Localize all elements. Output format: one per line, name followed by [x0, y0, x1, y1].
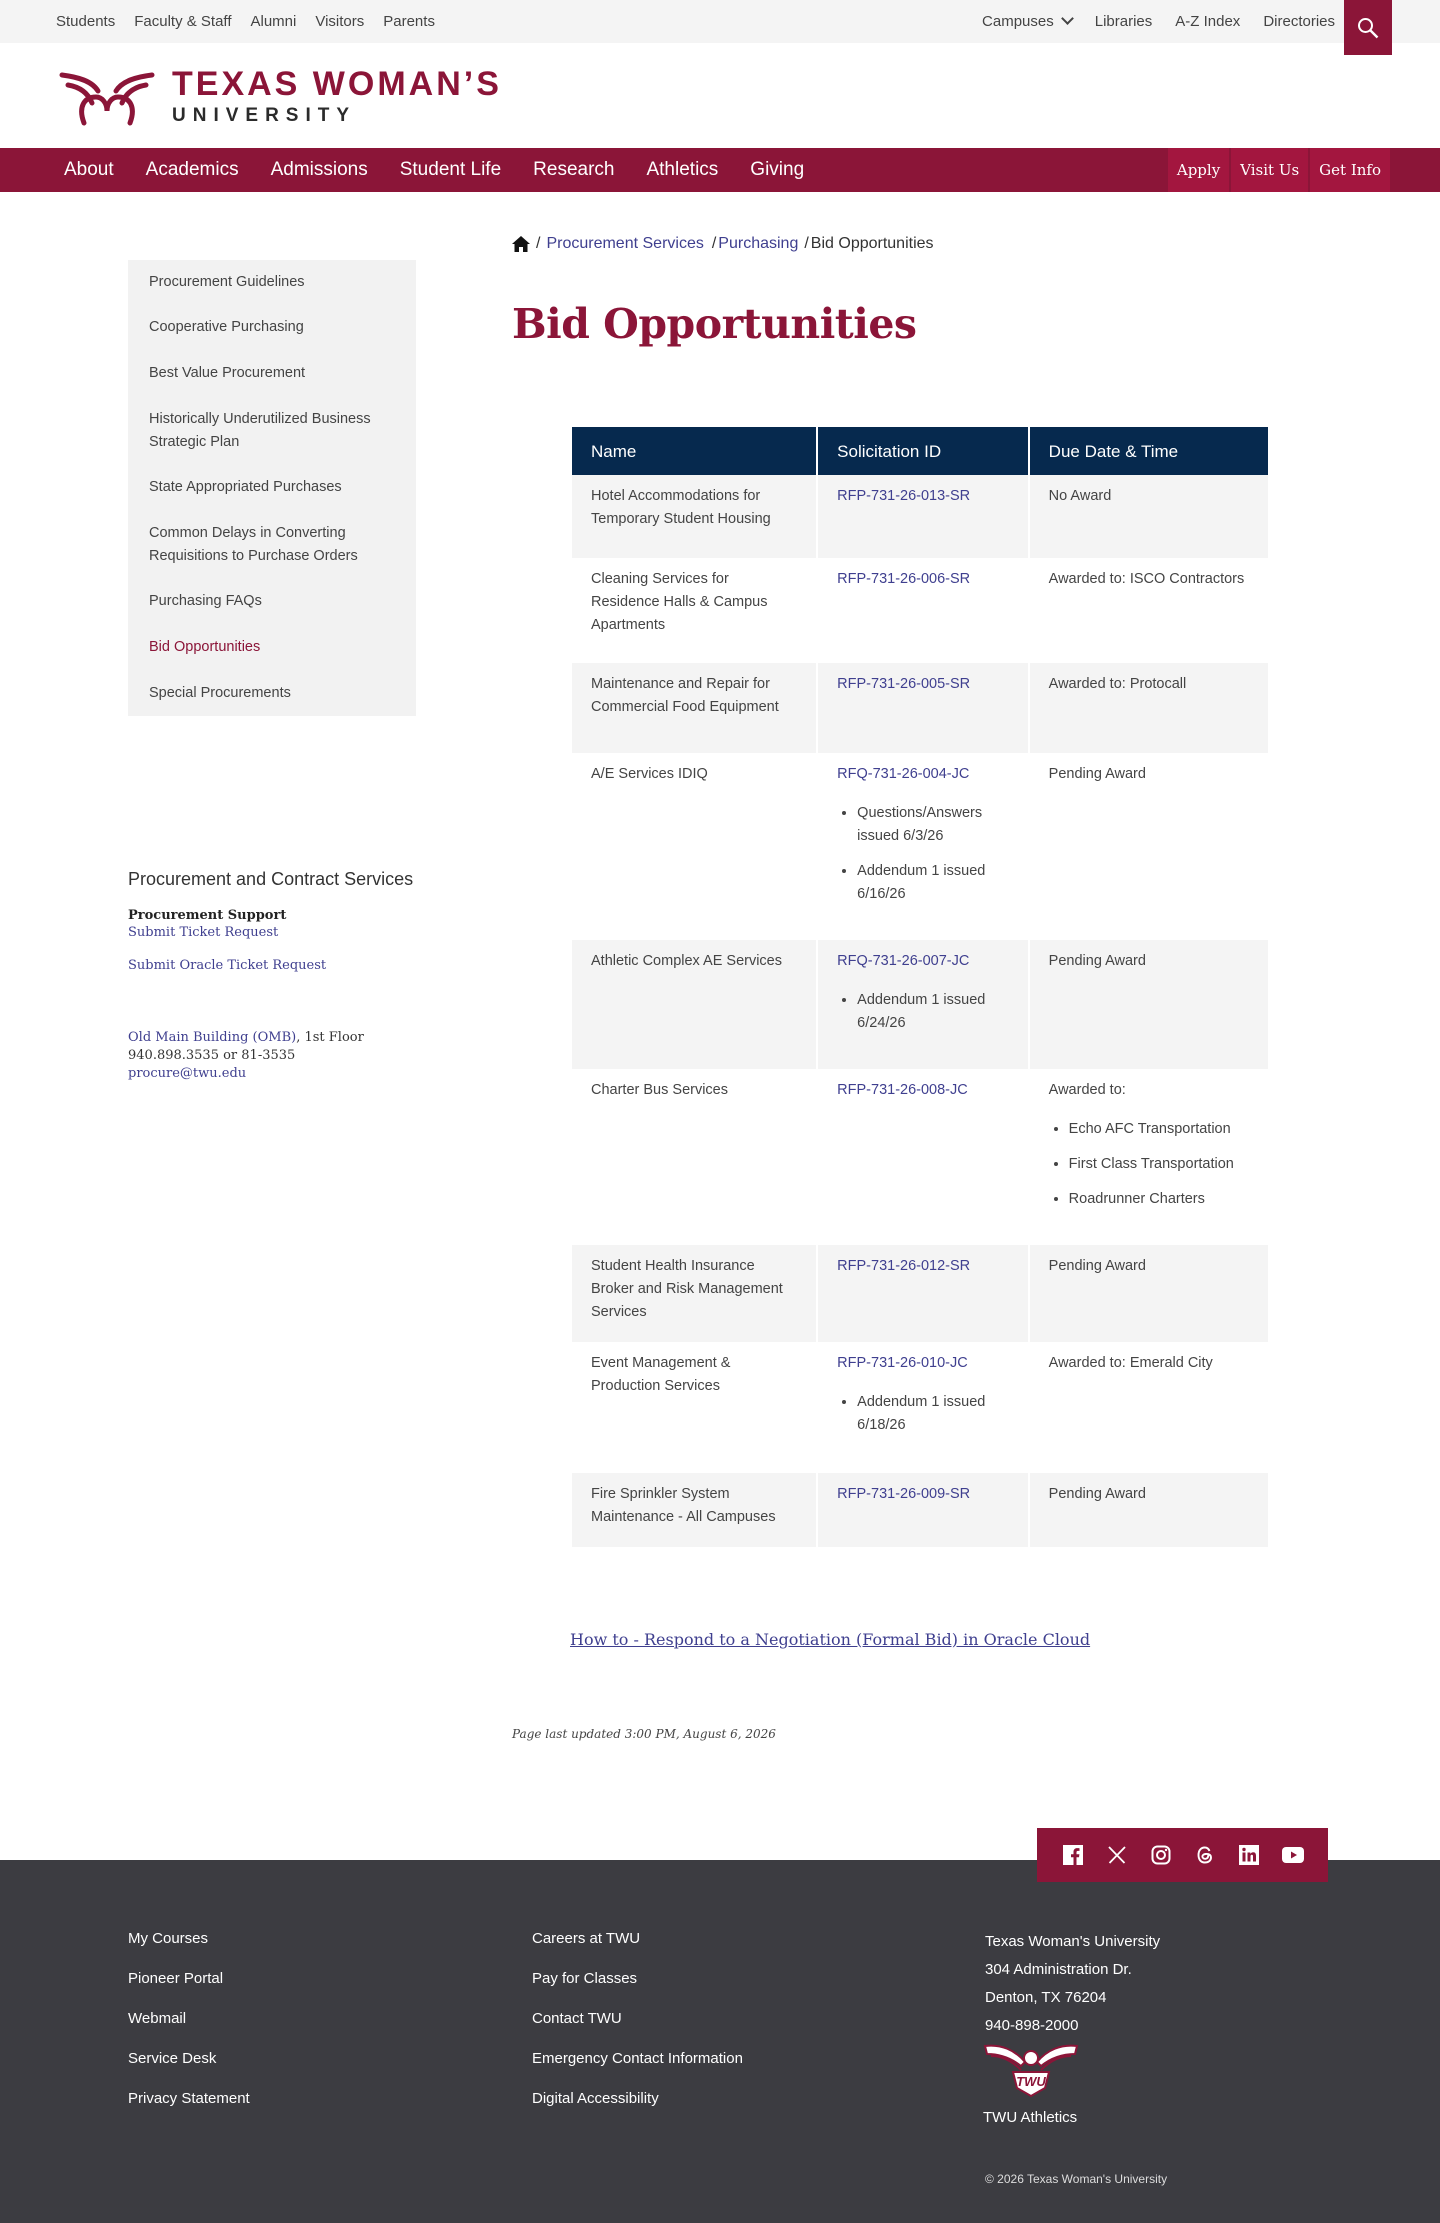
award-status: Awarded to: Protocall	[1048, 676, 1187, 692]
footer-links-col2	[532, 1928, 743, 2128]
solicitation-link[interactable]: RFP-731-26-013-SR	[837, 488, 971, 504]
nav-item-about[interactable]: About	[64, 159, 114, 180]
campuses-dropdown[interactable]	[982, 13, 1072, 30]
solicitation-link[interactable]: RFP-731-26-005-SR	[837, 676, 971, 692]
sidebar-item-special-procurements[interactable]: Special Procurements	[149, 685, 291, 701]
search-icon	[1357, 17, 1379, 39]
table-row	[572, 753, 1268, 940]
nav-item-academics[interactable]: Academics	[145, 159, 239, 180]
bid-name-cell: Student Health Insurance Broker and Risk Management Services	[572, 1245, 816, 1342]
awardee-item: • First Class Transportation	[1069, 1153, 1248, 1176]
solicitation-link[interactable]: RFQ-731-26-004-JC	[837, 766, 970, 782]
utility-link-az-index[interactable]: A-Z Index	[1175, 13, 1241, 30]
solicitation-link[interactable]: RFP-731-26-008-JC	[837, 1082, 968, 1098]
breadcrumb	[512, 235, 934, 253]
solicitation-link[interactable]: RFQ-731-26-007-JC	[837, 953, 970, 969]
addenda-list	[837, 989, 1008, 1035]
sidebar-item-purchasing-faqs[interactable]: Purchasing FAQs	[149, 593, 262, 609]
footer-links-col1	[128, 1928, 250, 2128]
apply-button[interactable]: Apply	[1166, 148, 1229, 192]
table-body	[572, 475, 1268, 1547]
twu-logo[interactable]	[58, 64, 502, 129]
submit-oracle-ticket-link[interactable]: Submit Oracle Ticket Request	[128, 958, 327, 973]
table-row	[572, 663, 1268, 753]
solicitation-link[interactable]: RFP-731-26-009-SR	[837, 1486, 971, 1502]
solicitation-id-cell	[818, 475, 1028, 558]
copyright: © 2026 Texas Woman's University	[985, 2172, 1168, 2186]
footer-link-pay-for-classes[interactable]: Pay for Classes	[532, 1970, 638, 1987]
solicitation-id-cell	[818, 1069, 1028, 1245]
table-row	[572, 558, 1268, 663]
due-date-status-cell	[1030, 753, 1268, 940]
sidebar-item-best-value-procurement[interactable]: Best Value Procurement	[149, 365, 306, 381]
column-header-name: Name	[572, 427, 816, 475]
footer-city: Denton, TX 76204	[985, 1989, 1107, 2006]
nav-item-giving[interactable]: Giving	[750, 159, 805, 180]
solicitation-id-cell	[818, 1473, 1028, 1547]
nav-item-student-life[interactable]: Student Life	[399, 159, 502, 180]
addenda-list	[837, 802, 1008, 906]
footer-street: 304 Administration Dr.	[985, 1961, 1132, 1978]
addendum-item: • Questions/Answers issued 6/3/26	[857, 802, 1008, 848]
footer-link-my-courses[interactable]: My Courses	[128, 1930, 209, 1947]
contact-block	[128, 868, 428, 1081]
footer-link-contact-twu[interactable]: Contact TWU	[532, 2010, 622, 2027]
main-nav	[0, 148, 1440, 192]
due-date-status-cell	[1030, 663, 1268, 753]
utility-link-parents[interactable]: Parents	[383, 13, 435, 30]
breadcrumb-procurement-services[interactable]: Procurement Services	[546, 235, 704, 252]
table-row	[572, 940, 1268, 1069]
floor-text: , 1st Floor	[296, 1030, 364, 1045]
footer-phone: 940-898-2000	[985, 2017, 1079, 2034]
table-row	[572, 1069, 1268, 1245]
solicitation-id-cell	[818, 1342, 1028, 1473]
bid-name-cell: Fire Sprinkler System Maintenance - All Campuses	[572, 1473, 816, 1547]
instagram-icon[interactable]	[1150, 1844, 1172, 1866]
submit-ticket-link[interactable]: Submit Ticket Request	[128, 925, 279, 940]
solicitation-id-cell	[818, 1245, 1028, 1342]
award-status: No Award	[1048, 488, 1112, 504]
utility-right-links	[982, 0, 1335, 43]
svg-text:TWU: TWU	[1016, 2074, 1046, 2089]
table-row	[572, 1342, 1268, 1473]
award-status: Awarded to:	[1048, 1082, 1126, 1098]
award-status: Awarded to: Emerald City	[1048, 1355, 1213, 1371]
breadcrumb-current: Bid Opportunities	[810, 235, 934, 252]
addenda-list	[837, 1391, 1008, 1437]
bid-name-cell: Hotel Accommodations for Temporary Student Housing	[572, 475, 816, 558]
nav-item-athletics[interactable]: Athletics	[646, 159, 719, 180]
due-date-status-cell	[1030, 475, 1268, 558]
sidebar-item-state-appropriated-purchases[interactable]: State Appropriated Purchases	[149, 479, 342, 495]
footer-link-digital-accessibility[interactable]: Digital Accessibility	[532, 2090, 659, 2107]
utility-bar	[0, 0, 1440, 43]
youtube-icon[interactable]	[1282, 1844, 1304, 1866]
chevron-down-icon	[1061, 12, 1074, 25]
audience-links	[56, 0, 435, 43]
footer-link-emergency-contact[interactable]: Emergency Contact Information	[532, 2050, 743, 2067]
due-date-status-cell	[1030, 1245, 1268, 1342]
sidebar-item-procurement-guidelines[interactable]: Procurement Guidelines	[149, 274, 305, 290]
table-row	[572, 1473, 1268, 1547]
due-date-status-cell	[1030, 1473, 1268, 1547]
social-bar	[1037, 1828, 1328, 1882]
page-last-updated: Page last updated 3:00 PM, August 6, 2026	[512, 1727, 776, 1741]
oracle-bid-howto-link[interactable]: How to - Respond to a Negotiation (Formal Bid) in Oracle Cloud	[570, 1630, 1091, 1649]
bid-name-cell: Athletic Complex AE Services	[572, 940, 816, 1069]
utility-link-alumni[interactable]: Alumni	[250, 13, 297, 30]
home-icon[interactable]	[512, 236, 530, 252]
search-button[interactable]	[1344, 0, 1392, 55]
procurement-support-label: Procurement Support	[128, 908, 287, 923]
addendum-item: • Addendum 1 issued 6/16/26	[857, 860, 1008, 906]
bid-name-cell: Event Management & Production Services	[591, 1355, 731, 1394]
table-row	[572, 475, 1268, 558]
contact-email-link[interactable]: procure@twu.edu	[128, 1066, 247, 1081]
solicitation-id-cell	[818, 940, 1028, 1069]
breadcrumb-separator: /	[711, 235, 717, 252]
addendum-item: • Addendum 1 issued 6/18/26	[857, 1391, 1008, 1437]
footer-university-name: Texas Woman's University	[985, 1933, 1161, 1950]
due-date-status-cell	[1030, 558, 1268, 663]
twu-wings-logo-icon	[58, 67, 156, 127]
breadcrumb-separator: /	[804, 235, 809, 252]
bid-opportunities-table	[570, 427, 1270, 1547]
logo-title: TEXAS WOMAN’S	[172, 64, 502, 103]
get-info-button[interactable]: Get Info	[1308, 148, 1390, 192]
breadcrumb-separator: /	[536, 235, 541, 252]
section-sidebar-nav	[128, 260, 416, 716]
twu-pioneers-mascot-icon	[983, 2040, 1079, 2098]
footer-link-twu-athletics[interactable]: TWU Athletics	[983, 2109, 1078, 2126]
sidebar-item-hub-strategic-plan[interactable]: Historically Underutilized Business Strategic Plan	[149, 411, 371, 450]
awardee-list	[1049, 1118, 1248, 1211]
bid-name-cell: Cleaning Services for Residence Halls & Campus Apartments	[591, 571, 768, 633]
solicitation-id-cell	[818, 753, 1028, 940]
old-main-building-link[interactable]: Old Main Building (OMB)	[128, 1030, 297, 1045]
x-icon[interactable]	[1106, 1844, 1128, 1866]
linkedin-icon[interactable]	[1238, 1844, 1260, 1866]
footer-link-privacy-statement[interactable]: Privacy Statement	[128, 2090, 250, 2107]
contact-phone: 940.898.3535 or 81-3535	[128, 1048, 296, 1063]
footer-link-pioneer-portal[interactable]: Pioneer Portal	[128, 1970, 224, 1987]
nav-item-admissions[interactable]: Admissions	[270, 159, 368, 180]
solicitation-link[interactable]: RFP-731-26-006-SR	[837, 571, 971, 587]
column-header-solicitation-id: Solicitation ID	[818, 427, 1028, 475]
award-status: Pending Award	[1048, 953, 1146, 969]
logo-subtitle: UNIVERSITY	[172, 104, 357, 126]
utility-link-visitors[interactable]: Visitors	[315, 13, 365, 30]
award-status: Pending Award	[1048, 1258, 1146, 1274]
award-status: Awarded to: ISCO Contractors	[1048, 571, 1245, 587]
awardee-item: • Echo AFC Transportation	[1069, 1118, 1248, 1141]
utility-link-faculty-staff[interactable]: Faculty & Staff	[134, 13, 232, 30]
sidebar-item-common-delays[interactable]: Common Delays in Converting Requisitions to Purchase Orders	[149, 525, 358, 564]
sidebar-item-cooperative-purchasing[interactable]: Cooperative Purchasing	[149, 319, 304, 335]
facebook-icon[interactable]	[1062, 1844, 1084, 1866]
visit-us-button[interactable]: Visit Us	[1229, 148, 1308, 192]
footer-link-careers[interactable]: Careers at TWU	[532, 1930, 641, 1947]
nav-item-research[interactable]: Research	[533, 159, 615, 180]
footer-address	[985, 1928, 1160, 2132]
utility-link-libraries[interactable]: Libraries	[1094, 13, 1153, 30]
bid-name-cell: A/E Services IDIQ	[591, 766, 708, 782]
solicitation-link[interactable]: RFP-731-26-010-JC	[837, 1355, 968, 1371]
bid-name-cell: Charter Bus Services	[591, 1082, 728, 1098]
due-date-status-cell	[1030, 1069, 1268, 1245]
solicitation-id-cell	[818, 558, 1028, 663]
solicitation-id-cell	[818, 663, 1028, 753]
threads-icon[interactable]	[1194, 1844, 1216, 1866]
table-row	[572, 1245, 1268, 1342]
footer-link-service-desk[interactable]: Service Desk	[128, 2050, 217, 2067]
table-header-row	[572, 427, 1268, 475]
bid-name-cell: Maintenance and Repair for Commercial Food Equipment	[572, 663, 816, 753]
campuses-label: Campuses	[982, 13, 1054, 30]
footer-link-webmail[interactable]: Webmail	[128, 2010, 187, 2027]
contact-heading: Procurement and Contract Services	[128, 869, 414, 889]
sidebar-item-bid-opportunities[interactable]: Bid Opportunities	[149, 639, 261, 655]
awardee-item: • Roadrunner Charters	[1069, 1188, 1248, 1211]
solicitation-link[interactable]: RFP-731-26-012-SR	[837, 1258, 971, 1274]
award-status: Pending Award	[1048, 766, 1146, 782]
addendum-item: • Addendum 1 issued 6/24/26	[857, 989, 1008, 1035]
utility-link-students[interactable]: Students	[56, 13, 116, 30]
due-date-status-cell	[1030, 940, 1268, 1069]
page-title: Bid Opportunities	[512, 300, 917, 348]
breadcrumb-purchasing[interactable]: Purchasing	[718, 235, 799, 252]
due-date-status-cell	[1030, 1342, 1268, 1473]
award-status: Pending Award	[1048, 1486, 1146, 1502]
utility-link-directories[interactable]: Directories	[1263, 13, 1335, 30]
column-header-due-date: Due Date & Time	[1030, 427, 1268, 475]
